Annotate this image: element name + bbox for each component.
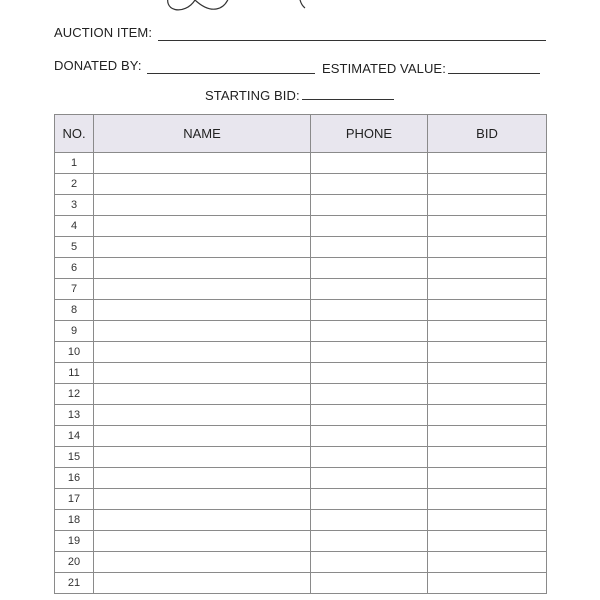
bid-cell[interactable] (428, 258, 547, 279)
name-cell[interactable] (94, 552, 311, 573)
name-cell[interactable] (94, 510, 311, 531)
table-row (55, 174, 547, 195)
name-cell[interactable] (94, 174, 311, 195)
table-row (55, 342, 547, 363)
table-row (55, 489, 547, 510)
table-row (55, 258, 547, 279)
name-cell[interactable] (94, 321, 311, 342)
name-cell[interactable] (94, 468, 311, 489)
row-number: 21 (55, 573, 94, 594)
phone-cell[interactable] (311, 510, 428, 531)
bid-cell[interactable] (428, 216, 547, 237)
bid-cell[interactable] (428, 468, 547, 489)
row-number: 9 (55, 321, 94, 342)
table-row (55, 216, 547, 237)
row-number: 20 (55, 552, 94, 573)
phone-cell[interactable] (311, 363, 428, 384)
table-row (55, 384, 547, 405)
row-number: 15 (55, 447, 94, 468)
bid-cell[interactable] (428, 321, 547, 342)
name-cell[interactable] (94, 384, 311, 405)
table-row (55, 237, 547, 258)
table-row (55, 510, 547, 531)
bid-cell[interactable] (428, 153, 547, 174)
name-cell[interactable] (94, 237, 311, 258)
row-number: 7 (55, 279, 94, 300)
name-cell[interactable] (94, 216, 311, 237)
name-cell[interactable] (94, 363, 311, 384)
name-cell[interactable] (94, 447, 311, 468)
bid-cell[interactable] (428, 174, 547, 195)
column-header-name: NAME (94, 115, 311, 153)
name-cell[interactable] (94, 300, 311, 321)
table-row (55, 426, 547, 447)
row-number: 10 (55, 342, 94, 363)
column-header-no: NO. (55, 115, 94, 153)
table-row (55, 447, 547, 468)
row-number: 5 (55, 237, 94, 258)
table-row (55, 195, 547, 216)
bid-table (54, 114, 547, 594)
phone-cell[interactable] (311, 447, 428, 468)
script-title-flourish (150, 0, 360, 22)
table-row (55, 552, 547, 573)
phone-cell[interactable] (311, 426, 428, 447)
phone-cell[interactable] (311, 405, 428, 426)
estimated-value-label: ESTIMATED VALUE: (322, 61, 446, 76)
bid-cell[interactable] (428, 510, 547, 531)
bid-cell[interactable] (428, 531, 547, 552)
table-row (55, 363, 547, 384)
row-number: 3 (55, 195, 94, 216)
name-cell[interactable] (94, 426, 311, 447)
table-row (55, 153, 547, 174)
bid-cell[interactable] (428, 363, 547, 384)
donated-by-field[interactable] (147, 73, 315, 74)
table-header-row (55, 115, 547, 153)
row-number: 1 (55, 153, 94, 174)
phone-cell[interactable] (311, 468, 428, 489)
table-row (55, 405, 547, 426)
name-cell[interactable] (94, 405, 311, 426)
phone-cell[interactable] (311, 300, 428, 321)
row-number: 16 (55, 468, 94, 489)
name-cell[interactable] (94, 489, 311, 510)
name-cell[interactable] (94, 258, 311, 279)
phone-cell[interactable] (311, 552, 428, 573)
phone-cell[interactable] (311, 321, 428, 342)
auction-item-field[interactable] (158, 40, 546, 41)
table-row (55, 468, 547, 489)
row-number: 2 (55, 174, 94, 195)
table-row (55, 531, 547, 552)
auction-item-label: AUCTION ITEM: (54, 25, 153, 40)
phone-cell[interactable] (311, 489, 428, 510)
name-cell[interactable] (94, 531, 311, 552)
starting-bid-label: STARTING BID: (205, 88, 300, 103)
row-number: 12 (55, 384, 94, 405)
phone-cell[interactable] (311, 279, 428, 300)
bid-cell[interactable] (428, 195, 547, 216)
phone-cell[interactable] (311, 195, 428, 216)
row-number: 19 (55, 531, 94, 552)
phone-cell[interactable] (311, 174, 428, 195)
phone-cell[interactable] (311, 216, 428, 237)
bid-cell[interactable] (428, 573, 547, 594)
bid-cell[interactable] (428, 279, 547, 300)
bid-cell[interactable] (428, 405, 547, 426)
row-number: 8 (55, 300, 94, 321)
name-cell[interactable] (94, 279, 311, 300)
table-row (55, 279, 547, 300)
bid-cell[interactable] (428, 237, 547, 258)
row-number: 14 (55, 426, 94, 447)
estimated-value-field[interactable] (448, 73, 540, 74)
row-number: 11 (55, 363, 94, 384)
column-header-phone: PHONE (311, 115, 428, 153)
phone-cell[interactable] (311, 384, 428, 405)
table-row (55, 300, 547, 321)
column-header-bid: BID (428, 115, 547, 153)
name-cell[interactable] (94, 342, 311, 363)
bid-cell[interactable] (428, 552, 547, 573)
bid-cell[interactable] (428, 300, 547, 321)
phone-cell[interactable] (311, 342, 428, 363)
name-cell[interactable] (94, 195, 311, 216)
row-number: 18 (55, 510, 94, 531)
phone-cell[interactable] (311, 153, 428, 174)
table-row (55, 573, 547, 594)
bid-cell[interactable] (428, 447, 547, 468)
name-cell[interactable] (94, 573, 311, 594)
table-row (55, 321, 547, 342)
row-number: 6 (55, 258, 94, 279)
bid-cell[interactable] (428, 384, 547, 405)
phone-cell[interactable] (311, 573, 428, 594)
bid-cell[interactable] (428, 342, 547, 363)
bid-rows (55, 153, 547, 594)
name-cell[interactable] (94, 153, 311, 174)
bid-cell[interactable] (428, 426, 547, 447)
phone-cell[interactable] (311, 237, 428, 258)
bid-cell[interactable] (428, 489, 547, 510)
starting-bid-field[interactable] (302, 99, 394, 100)
row-number: 13 (55, 405, 94, 426)
phone-cell[interactable] (311, 531, 428, 552)
phone-cell[interactable] (311, 258, 428, 279)
donated-by-label: DONATED BY: (54, 58, 142, 73)
row-number: 4 (55, 216, 94, 237)
row-number: 17 (55, 489, 94, 510)
